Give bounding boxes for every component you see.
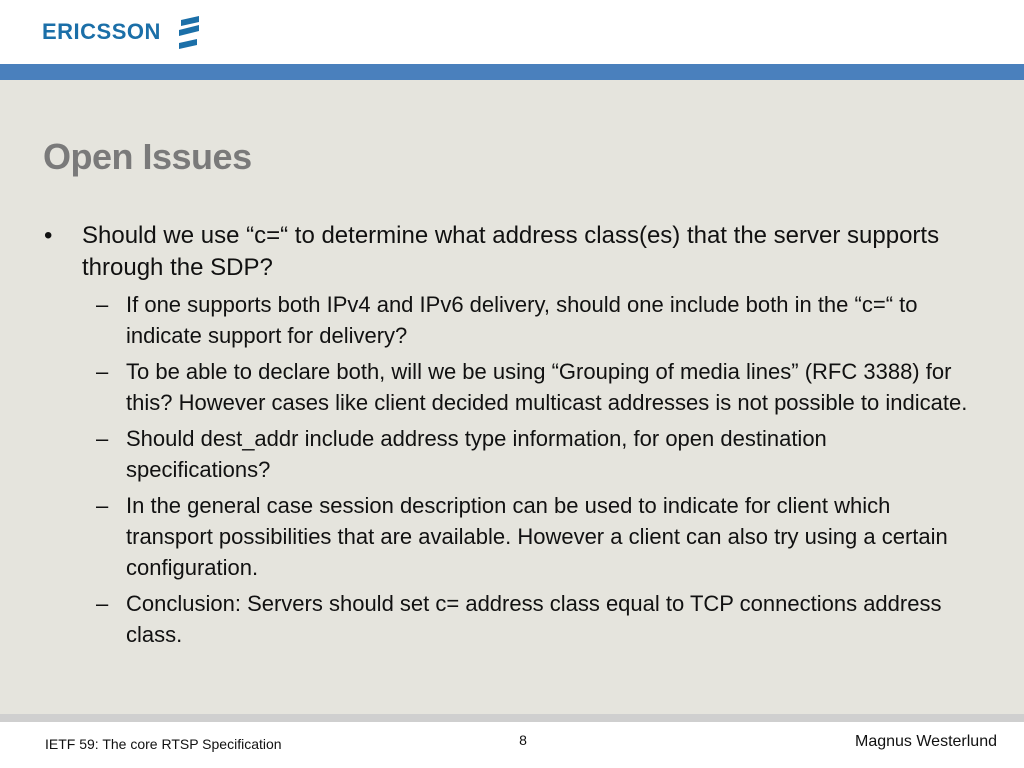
- footer-divider: [0, 714, 1024, 722]
- page-number: 8: [519, 732, 527, 748]
- footer-presentation-title: IETF 59: The core RTSP Specification: [45, 736, 282, 752]
- header-accent-bar: [0, 64, 1024, 80]
- sub-bullet: [0, 289, 1024, 351]
- sub-bullet-marker: –: [96, 426, 109, 451]
- sub-bullet-text: To be able to declare both, will we be using “Grouping of media lines” (RFC 3388) for this? However cases like client decided multicast addresses is not possible to indicate.: [126, 359, 968, 415]
- main-bullet: [0, 220, 1024, 284]
- main-bullet-text: Should we use “c=“ to determine what address class(es) that the server supports through the SDP?: [82, 222, 940, 281]
- sub-bullet-marker: –: [96, 591, 109, 616]
- slide-content: [0, 220, 1024, 650]
- sub-bullet-marker: –: [96, 292, 109, 317]
- sub-bullet: [0, 588, 1024, 650]
- sub-bullet-marker: –: [96, 359, 109, 384]
- sub-bullet-text: Conclusion: Servers should set c= address class equal to TCP connections address class.: [126, 591, 942, 647]
- sub-bullet-text: In the general case session description can be used to indicate for client which transport possibilities that are available. However a client can also try using a certain configuration.: [126, 493, 948, 580]
- slide-header: [0, 0, 1024, 64]
- sub-bullet-text: Should dest_addr include address type information, for open destination specifications?: [126, 426, 827, 482]
- logo-text: ERICSSON: [42, 19, 161, 44]
- sub-bullet: [0, 356, 1024, 418]
- sub-bullet: [0, 490, 1024, 583]
- sub-bullet: [0, 423, 1024, 485]
- ericsson-logo: [42, 14, 203, 50]
- bullet-marker: •: [44, 222, 53, 249]
- ericsson-stripes-icon: [175, 14, 203, 50]
- slide-footer: [0, 722, 1024, 768]
- footer-author: Magnus Westerlund: [855, 733, 997, 750]
- sub-bullet-text: If one supports both IPv4 and IPv6 delivery, should one include both in the “c=“ to indicate support for delivery?: [126, 292, 918, 348]
- sub-bullet-list: [0, 289, 1024, 650]
- sub-bullet-marker: –: [96, 493, 109, 518]
- slide-title: Open Issues: [43, 136, 252, 177]
